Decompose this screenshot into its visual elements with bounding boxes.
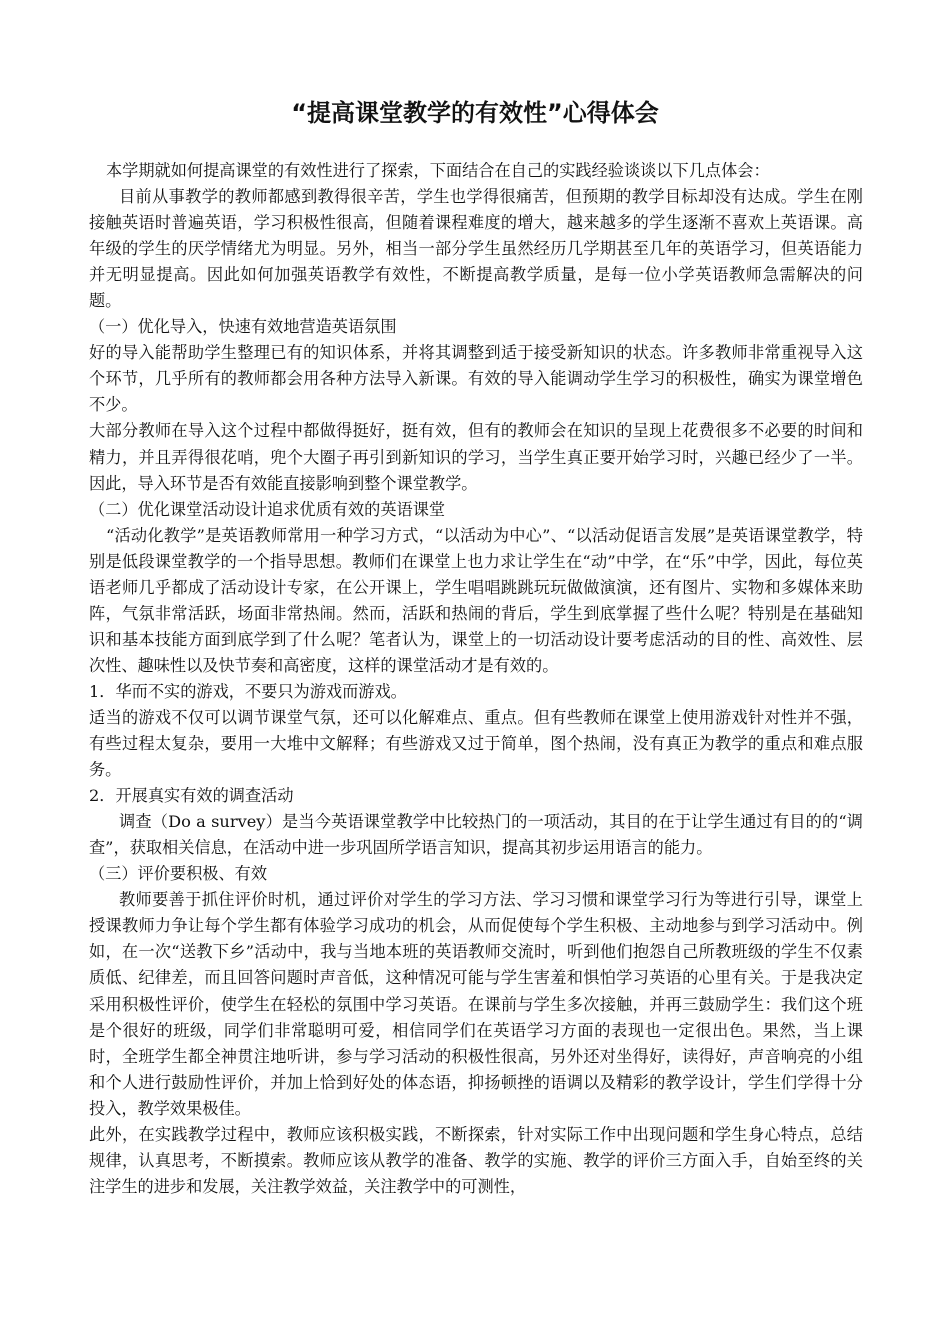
section-heading-2: （二）优化课堂活动设计追求优质有效的英语课堂 [89,499,446,519]
section-heading-3: （三）评价要积极、有效 [89,864,268,884]
paragraph-intro: 本学期就如何提高课堂的有效性进行了探索，下面结合在自己的实践经验谈谈以下几点体会： [106,161,770,180]
section-heading-1: （一）优化导入，快速有效地营造英语氛围 [89,317,397,337]
paragraph: 适当的游戏不仅可以调节课堂气氛，还可以化解难点、重点。但有些教师在课堂上使用游戏针对性并不强，有些过程太复杂，要用一大堆中文解释；有些游戏又过于简单，图个热闹，没有真正为教学的重点和难点服务。 [89,707,863,780]
paragraph: 好的导入能帮助学生整理已有的知识体系，并将其调整到适于接受新知识的状态。许多教师非常重视导入这个环节，几乎所有的教师都会用各种方法导入新课。有效的导入能调动学生学习的积极性，确实为课堂增色不少。 [89,343,863,415]
paragraph: 教师要善于抓住评价时机，通过评价对学生的学习方法、学习习惯和课堂学习行为等进行引导，课堂上授课教师力争让每个学生都有体验学习成功的机会，从而促使每个学生积极、主动地参与到学习活动中。例如，在一次“送教下乡”活动中，我与当地本班的英语教师交流时，听到他们抱怨自己所教班级的学生不仅素质低、纪律差，而且回答问题时声音低，这种情况可能与学生害羞和惧怕学习英语的心里有关。于是我决定采用积极性评价，使学生在轻松的氛围中学习英语。在课前与学生多次接触，并再三鼓励学生：我们这个班是个很好的班级，同学们非常聪明可爱，相信同学们在英语学习方面的表现也一定很出色。果然，当上课时，全班学生都全神贯注地听讲，参与学习活动的积极性很高，另外还对坐得好，读得好，声音响亮的小组和个人进行鼓励性评价，并加上恰到好处的体态语，抑扬顿挫的语调以及精彩的教学设计，学生们学得十分投入，教学效果极佳。 [89,890,863,1118]
paragraph: “活动化教学”是英语教师常用一种学习方式，“以活动为中心”、“以活动促语言发展”是英语课堂教学，特别是低段课堂教学的一个指导思想。教师们在课堂上也力求让学生在“动”中学，在“乐”中学，因此，每位英语老师几乎都成了活动设计专家，在公开课上，学生唱唱跳跳玩玩做做演演，还有图片、实物和多媒体来助阵，气氛非常活跃，场面非常热闹。然而，活跃和热闹的背后，学生到底掌握了些什么呢？特别是在基础知识和基本技能方面到底学到了什么呢？笔者认为，课堂上的一切活动设计要考虑活动的目的性、高效性、层次性、趣味性以及快节奏和高密度，这样的课堂活动才是有效的。 [89,525,863,675]
paragraph-problem: 目前从事教学的教师都感到教得很辛苦，学生也学得很痛苦，但预期的教学目标却没有达成。学生在刚接触英语时普遍英语，学习积极性很高，但随着课程难度的增大，越来越多的学生逐渐不喜欢上英语课。高年级的学生的厌学情绪尤为明显。另外，相当一部分学生虽然经历几学期甚至几年的英语学习，但英语能力并无明显提高。因此如何加强英语教学有效性，不断提高教学质量，是每一位小学英语教师急需解决的问题。 [89,187,863,311]
paragraph: 此外，在实践教学过程中，教师应该积极实践，不断探索，针对实际工作中出现问题和学生身心特点，总结规律，认真思考，不断摸索。教师应该从教学的准备、教学的实施、教学的评价三方面入手，自始至终的关注学生的进步和发展，关注教学效益，关注教学中的可测性， [89,1124,863,1196]
paragraph: 大部分教师在导入这个过程中都做得挺好，挺有效，但有的教师会在知识的呈现上花费很多不必要的时间和精力，并且弄得很花哨，兜个大圈子再引到新知识的学习，当学生真正要开始学习时，兴趣已经少了一半。因此，导入环节是否有效能直接影响到整个课堂教学。 [89,421,863,493]
document-body [89,158,863,1200]
paragraph: 调查（Do a survey）是当今英语课堂教学中比较热门的一项活动，其目的在于让学生通过有目的的“调查”，获取相关信息，在活动中进一步巩固所学语言知识，提高其初步运用语言的能力。 [89,812,863,858]
page-title: “提高课堂教学的有效性”心得体会 [291,99,659,127]
subheading-1: 1．华而不实的游戏，不要只为游戏而游戏。 [89,681,407,701]
subheading-2: 2．开展真实有效的调查活动 [89,786,294,806]
